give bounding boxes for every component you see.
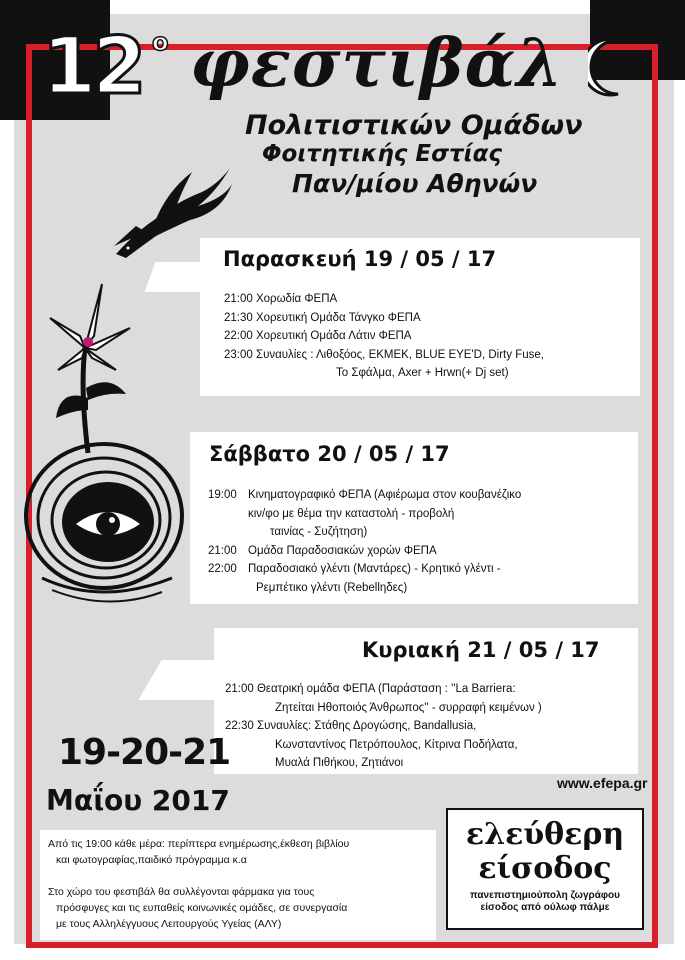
event-line: Κινηματογραφικό ΦΕΠΑ (Αφιέρωμα στον κουβανέζικο (248, 489, 522, 501)
event-line: ταινίας - Συζήτηση) (270, 526, 368, 538)
event-line: κιν/φο με θέμα την καταστολή - προβολή (248, 507, 455, 520)
friday-event: 23:00 Συναυλίες : Λιθοξόος, ΕΚΜΕΚ, BLUE EYE'D, Dirty Fuse, (224, 348, 544, 361)
event-description (248, 542, 521, 561)
friday-event: 21:30 Χορευτική Ομάδα Τάνγκο ΦΕΠΑ (224, 311, 421, 324)
info-line: Από τις 19:00 κάθε μέρα: περίπτερα ενημέρωσης,έκθεση βιβλίου (48, 838, 350, 850)
event-line: 21:00 Θεατρική ομάδα ΦΕΠΑ (Παράσταση : ''La Barriera: (225, 683, 516, 695)
eye-vortex-illustration (22, 438, 202, 608)
info-medicines (48, 884, 428, 932)
friday-event-continuation: Το Σφάλμα, Axer + Hrwn(+ Dj set) (336, 367, 509, 379)
friday-event: 21:00 Χορωδία ΦΕΠΑ (224, 293, 338, 305)
festival-month: Μαΐου 2017 (46, 784, 230, 817)
location-line-1: πανεπιστημιούπολη ζωγράφου (470, 890, 620, 901)
event-time: 21:00 (208, 544, 237, 557)
subtitle-line-1: Πολιτιστικών Ομάδων (245, 110, 583, 141)
free-entry-box (446, 808, 644, 930)
event-line: Μυαλά Πιθήκου, Ζητιάνοι (275, 757, 404, 769)
event-line: Ρεμπέτικο γλέντι (Rebellηδες) (256, 581, 408, 594)
festival-dates: 19-20-21 (58, 732, 231, 773)
friday-panel-tail (145, 262, 216, 292)
saturday-heading: Σάββατο 20 / 05 / 17 (209, 442, 450, 466)
saturday-event (208, 542, 521, 561)
event-line: Κωνσταντίνος Πετρόπουλος, Κίτρινα Ποδήλατα, (275, 738, 518, 751)
sunday-events (225, 680, 542, 773)
info-line: Στο χώρο του φεστιβάλ θα συλλέγονται φάρμακα για τους (48, 886, 315, 898)
info-line: και φωτογραφίας,παιδικό πρόγραμμα κ.α (56, 854, 247, 866)
subtitle-line-2: Φοιτητικής Εστίας (262, 141, 503, 167)
info-daily (48, 836, 428, 868)
event-time: 22:00 (208, 563, 237, 575)
saturday-event (208, 486, 521, 542)
swallow-illustration (106, 162, 236, 262)
location-line-2: είσοδος από ούλωφ πάλμε (480, 902, 610, 913)
friday-heading: Παρασκευή 19 / 05 / 17 (223, 247, 497, 271)
event-line: Ομάδα Παραδοσιακών χορών ΦΕΠΑ (248, 544, 437, 557)
info-line: με τους Αλληλέγγυους Λειτουργούς Υγείας (ΑΛΥ) (56, 918, 282, 930)
sunday-event (225, 680, 542, 717)
lily-illustration (30, 278, 140, 458)
event-line: Παραδοσιακό γλέντι (Μαντάρες) - Κρητικό γλέντι - (248, 563, 501, 575)
edition-number: 12 (42, 22, 143, 112)
free-entry-line-1: ελεύθερη (465, 817, 625, 852)
event-description (248, 486, 521, 542)
event-line: Ζητείται Ηθοποιός Άνθρωπος'' - συρραφή κειμένων ) (275, 701, 542, 714)
website-link[interactable]: www.efepa.gr (557, 775, 648, 791)
subtitle-line-3: Παν/μίου Αθηνών (292, 169, 538, 198)
event-line: 22:30 Συναυλίες: Στάθης Δρογώσης, Bandallusia, (225, 720, 477, 732)
free-entry-line-2: είσοδος (478, 851, 612, 886)
saturday-event (208, 560, 521, 597)
saturday-events (208, 486, 521, 597)
sunday-event (225, 717, 542, 773)
info-line: πρόσφυγες και τις ευπαθείς κοινωνικές ομάδες, σε συνεργασία (56, 902, 348, 914)
edition-superscript: ο (152, 28, 169, 56)
sunday-heading: Κυριακή 21 / 05 / 17 (362, 638, 600, 662)
festival-title: φεστιβάλ (190, 24, 564, 102)
friday-event: 22:00 Χορευτική Ομάδα Λάτιν ΦΕΠΑ (224, 330, 412, 342)
friday-events (224, 290, 544, 383)
event-description (248, 560, 521, 597)
event-time: 19:00 (208, 489, 237, 501)
moon-icon (588, 36, 634, 98)
